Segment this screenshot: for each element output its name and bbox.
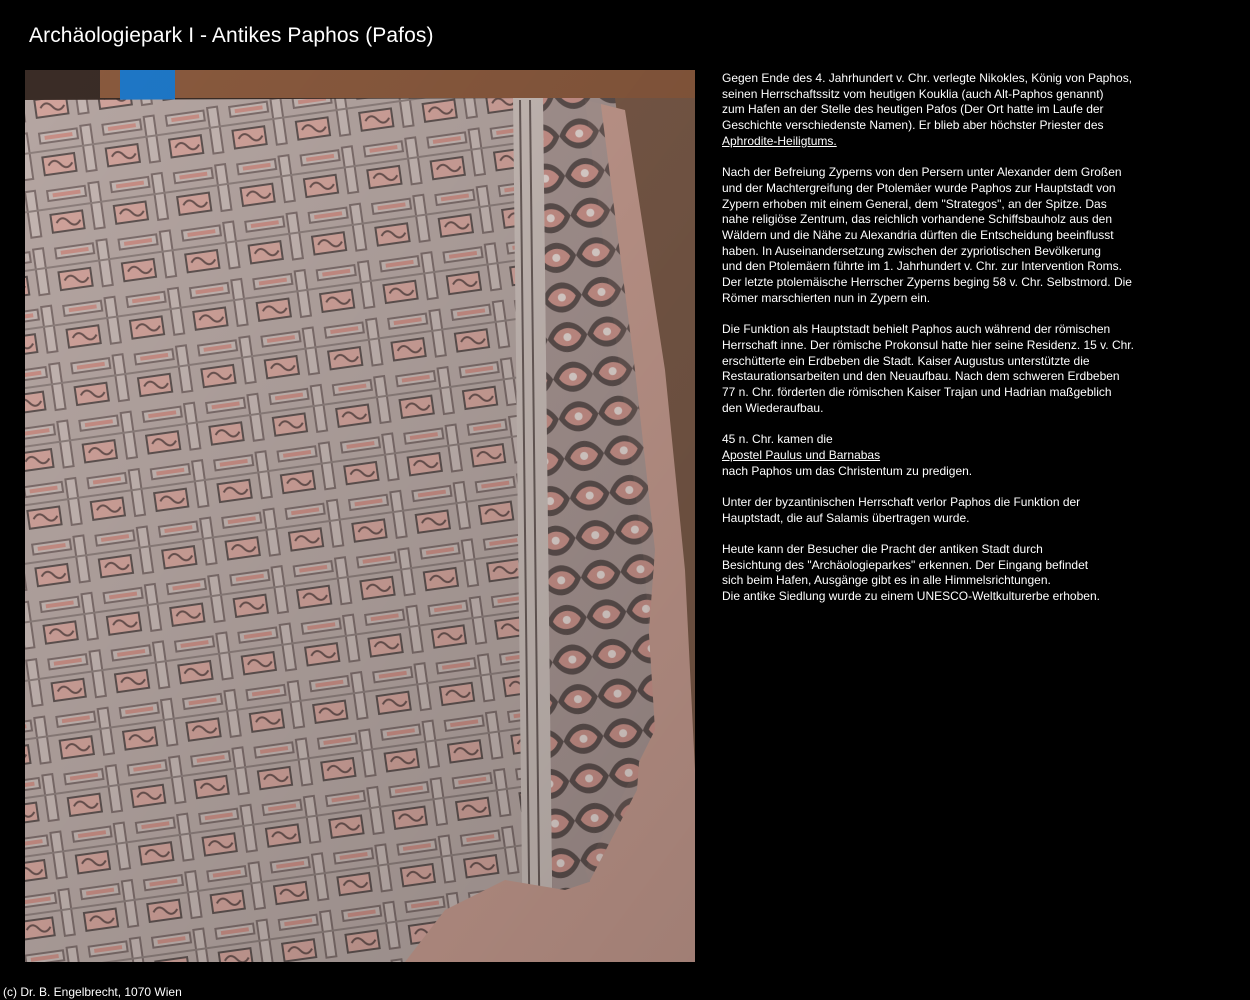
page-title: Archäologiepark I - Antikes Paphos (Pafos) <box>29 24 434 47</box>
paragraph-3: Die Funktion als Hauptstadt behielt Paphos auch während der römischen Herrschaft inne. Der römische Prokonsul hatte hier seine Residenz. 15 v. Chr. erschütterte ein Erdbeben die Stadt. Kaiser Augustus unterstützte die Restaurationsarbeiten und den Neuaufbau. Nach dem schweren Erdbeben 77 n. Chr. förderten die römischen Kaiser Trajan und Hadrian maßgeblich den Wiederaufbau. <box>722 322 1134 415</box>
paragraph-4-before: 45 n. Chr. kamen die <box>722 432 833 447</box>
paragraph-4-after: nach Paphos um das Christentum zu predigen. <box>722 463 973 478</box>
paragraph-6: Heute kann der Besucher die Pracht der antiken Stadt durch Besichtung des "Archäologieparkes" erkennen. Der Eingang befindet sich beim Hafen, Ausgänge gibt es in alle Himmelsrichtungen. Die antike Siedlung wurde zu einem UNESCO-Weltkulturerbe erhoben. <box>722 542 1100 604</box>
copyright-notice: (c) Dr. B. Engelbrecht, 1070 Wien <box>3 985 182 999</box>
description-text <box>722 71 1222 621</box>
mosaic-illustration <box>25 70 695 962</box>
paragraph-1-text: Gegen Ende des 4. Jahrhundert v. Chr. verlegte Nikokles, König von Paphos, seinen Herrschaftssitz vom heutigen Kouklia (auch Alt-Paphos genannt) zum Hafen an der Stelle des heutigen Pafos (Der Ort hatte im Laufe der Geschichte verschiedenste Namen). Er blieb aber höchster Priester des <box>722 71 1133 133</box>
paragraph-5: Unter der byzantinischen Herrschaft verlor Paphos die Funktion der Hauptstadt, die auf Salamis übertragen wurde. <box>722 494 1081 525</box>
apostles-link[interactable]: Apostel Paulus und Barnabas <box>722 447 881 462</box>
paragraph-1 <box>722 71 1222 150</box>
paragraph-2: Nach der Befreiung Zyperns von den Persern unter Alexander dem Großen und der Machtergreifung der Ptolemäer wurde Paphos zur Hauptstadt von Zypern erhoben mit einem General, dem "Strategos", an der Spitze. Das nahe religiöse Zentrum, das reichlich vorhandene Schiffsbauholz aus den Wäldern und die Nähe zu Alexandria dürften die Entscheidung beeinflusst haben. In Auseinandersetzung zwischen der zypriotischen Bevölkerung und den Ptolemäern führte im 1. Jahrhundert v. Chr. zur Intervention Roms. Der letzte ptolemäische Herrscher Zyperns beging 58 v. Chr. Selbstmord. Die Römer marschierten nun in Zypern ein. <box>722 165 1132 305</box>
paragraph-4 <box>722 432 1222 479</box>
aphrodite-sanctuary-link[interactable]: Aphrodite-Heiligtums. <box>722 133 837 148</box>
mosaic-floor-photo[interactable] <box>25 70 695 962</box>
